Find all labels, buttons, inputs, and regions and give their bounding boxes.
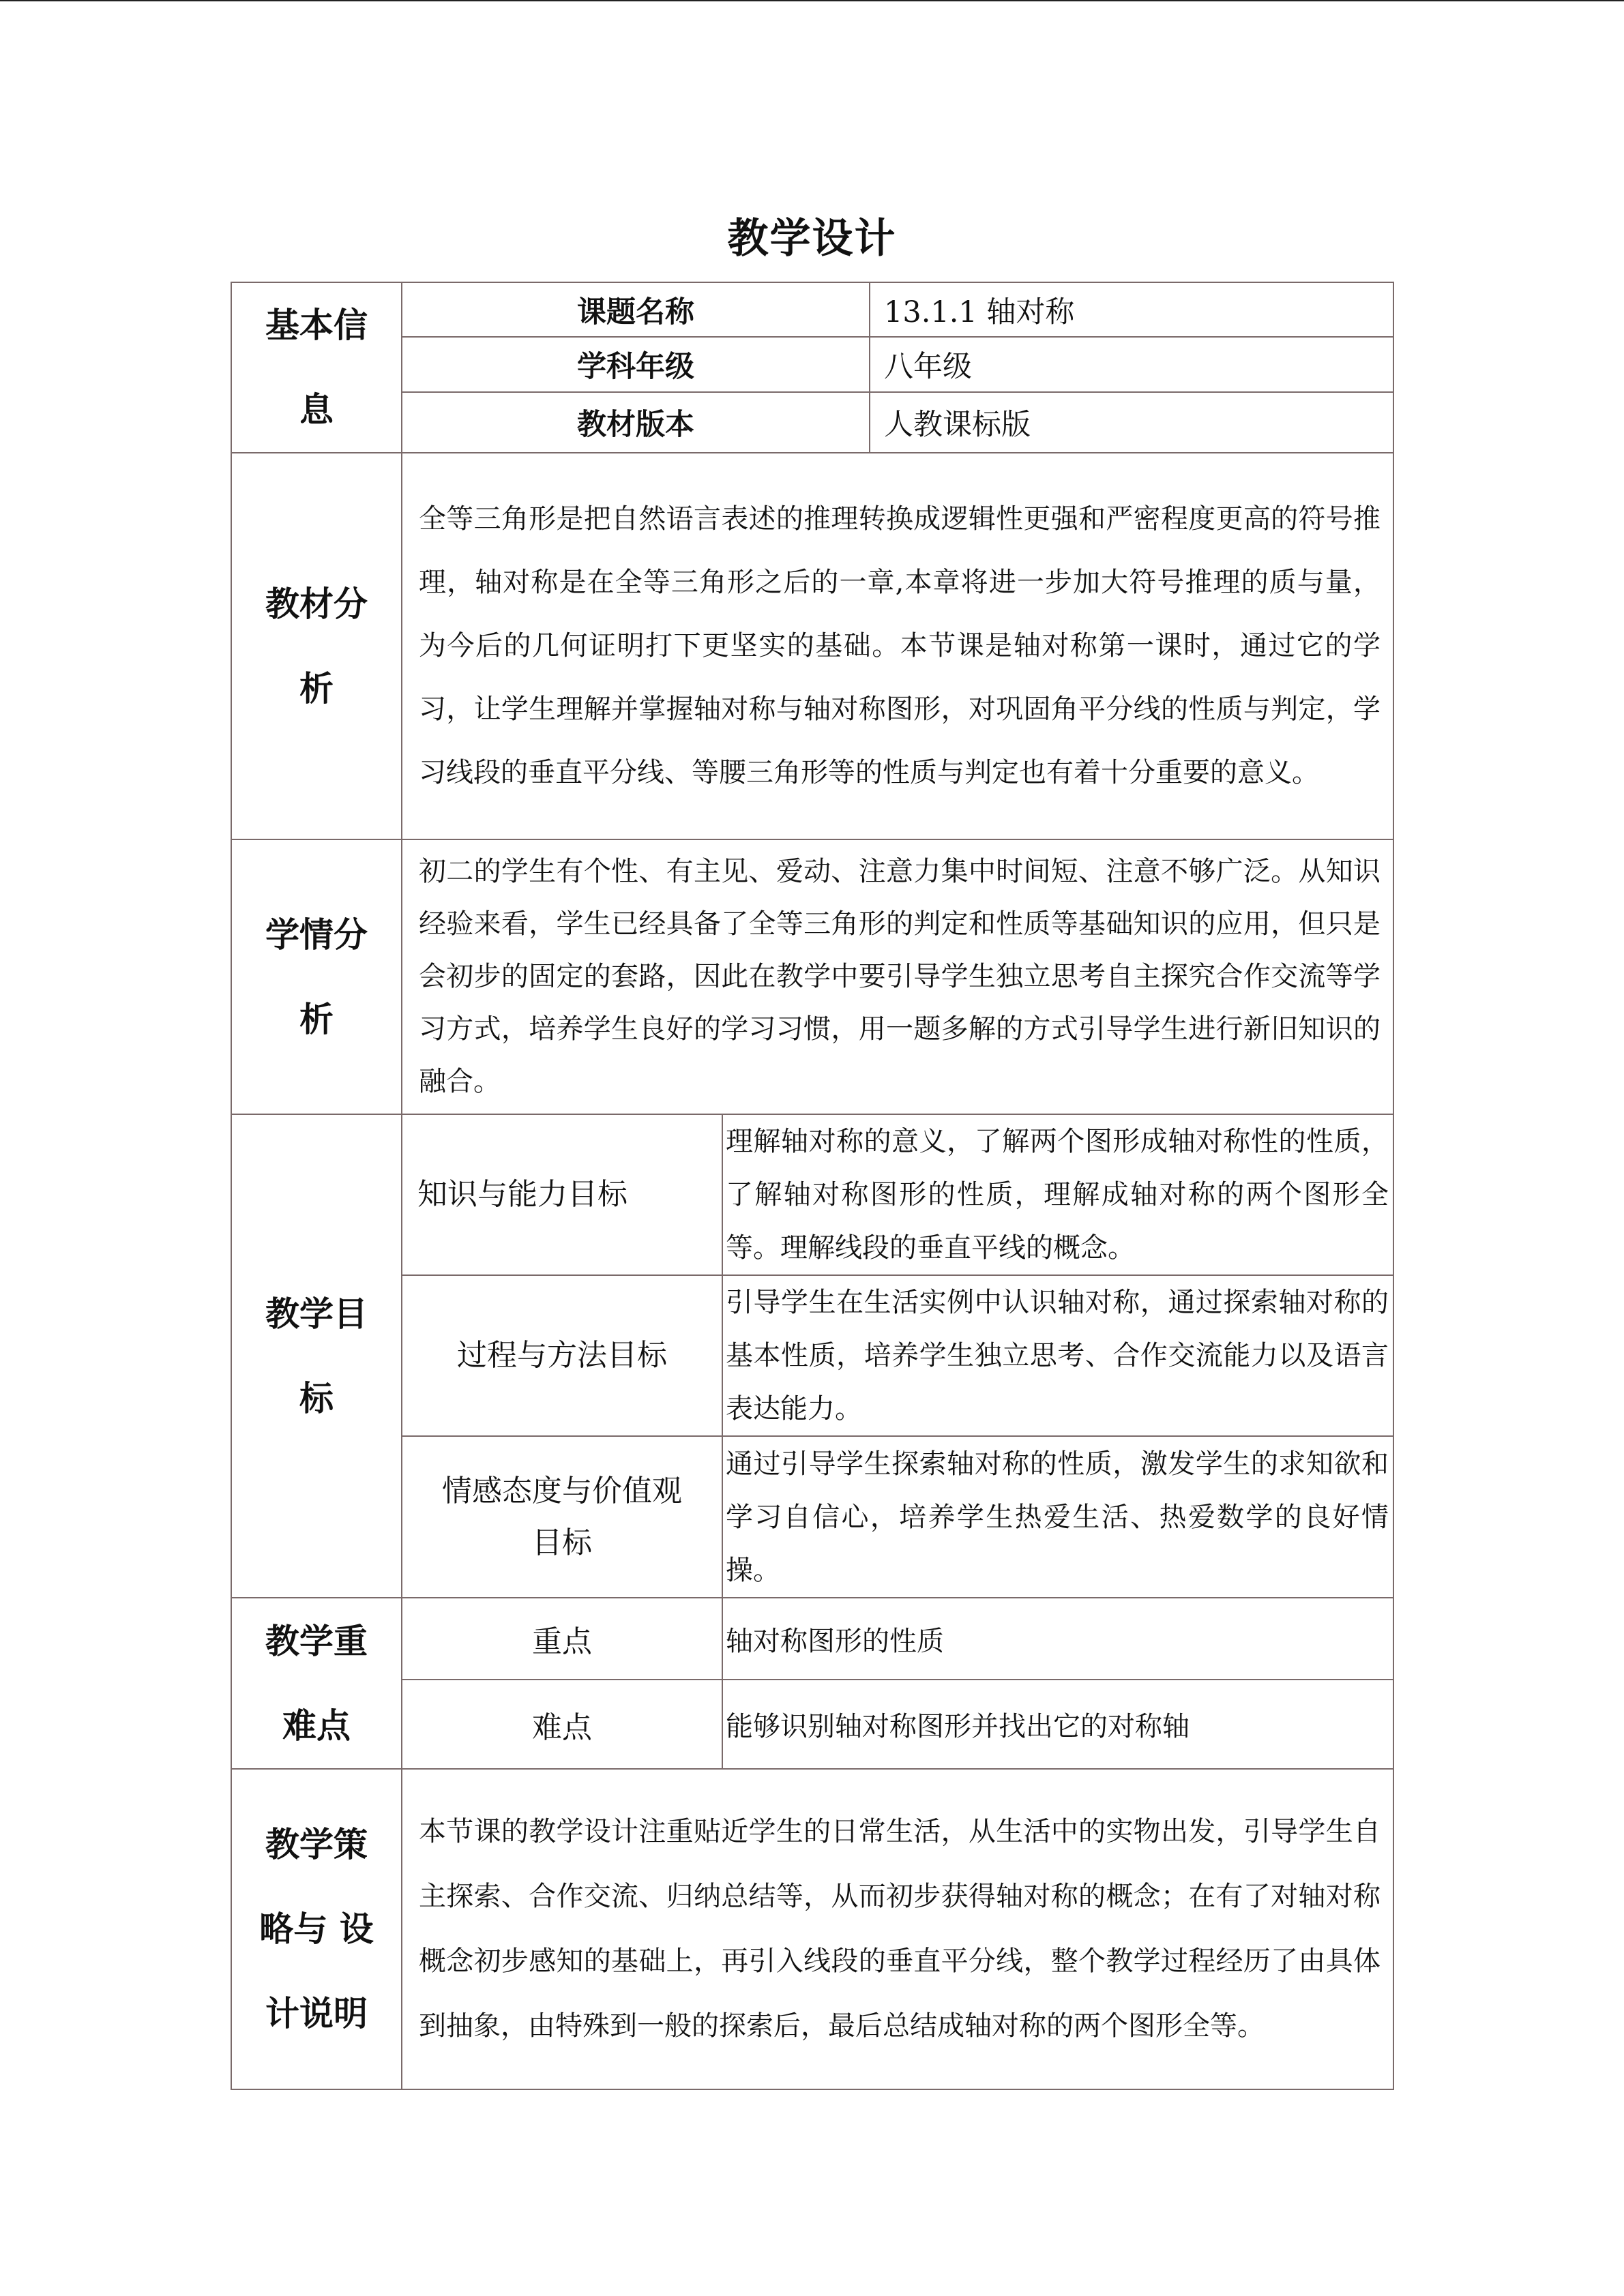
textbook-edition-value: 人教课标版	[870, 392, 1393, 453]
goal-attitude-text: 通过引导学生探索轴对称的性质，激发学生的求知欲和学习自信心，培养学生热爱生活、热爱数学的良好情操。	[722, 1436, 1393, 1598]
key-point-label: 重点	[402, 1598, 722, 1680]
material-analysis-heading: 教材分析	[231, 453, 402, 839]
basic-info-row-edition	[231, 392, 1393, 453]
student-analysis-heading: 学情分析	[231, 839, 402, 1114]
goal-process-text: 引导学生在生活实例中认识轴对称，通过探索轴对称的基本性质，培养学生独立思考、合作交流能力以及语言表达能力。	[722, 1275, 1393, 1436]
difficult-point-row	[231, 1680, 1393, 1769]
goal-knowledge-label: 知识与能力目标	[402, 1114, 722, 1275]
goal-row-attitude	[231, 1436, 1393, 1598]
page-top-border	[0, 0, 1624, 1]
strategy-text: 本节课的教学设计注重贴近学生的日常生活，从生活中的实物出发，引导学生自主探索、合作交流、归纳总结等，从而初步获得轴对称的概念；在有了对轴对称概念初步感知的基础上，再引入线段的垂直平分线，整个教学过程经历了由具体到抽象，由特殊到一般的探索后，最后总结成轴对称的两个图形全等。	[402, 1769, 1393, 2089]
goal-process-label: 过程与方法目标	[402, 1275, 722, 1436]
goal-row-knowledge	[231, 1114, 1393, 1275]
goal-row-process	[231, 1275, 1393, 1436]
key-points-heading: 教学重难点	[231, 1598, 402, 1769]
document-title: 教学设计	[727, 215, 897, 263]
teaching-goals-heading: 教学目标	[231, 1114, 402, 1598]
basic-info-row-topic	[231, 282, 1393, 337]
difficult-point-label: 难点	[402, 1680, 722, 1769]
basic-info-heading: 基本信息	[231, 282, 402, 453]
topic-name-label: 课题名称	[402, 282, 870, 337]
subject-grade-label: 学科年级	[402, 337, 870, 392]
basic-info-row-grade	[231, 337, 1393, 392]
subject-grade-value: 八年级	[870, 337, 1393, 392]
student-analysis-row	[231, 839, 1393, 1114]
key-point-text: 轴对称图形的性质	[722, 1598, 1393, 1680]
topic-name-value: 13.1.1 轴对称	[870, 282, 1393, 337]
difficult-point-text: 能够识别轴对称图形并找出它的对称轴	[722, 1680, 1393, 1769]
goal-attitude-label: 情感态度与价值观目标	[402, 1436, 722, 1598]
material-analysis-row	[231, 453, 1393, 839]
goal-knowledge-text: 理解轴对称的意义，了解两个图形成轴对称性的性质，了解轴对称图形的性质，理解成轴对称的两个图形全等。理解线段的垂直平线的概念。	[722, 1114, 1393, 1275]
material-analysis-text: 全等三角形是把自然语言表述的推理转换成逻辑性更强和严密程度更高的符号推理，轴对称是在全等三角形之后的一章,本章将进一步加大符号推理的质与量，为今后的几何证明打下更坚实的基础。本节课是轴对称第一课时，通过它的学习，让学生理解并掌握轴对称与轴对称图形，对巩固角平分线的性质与判定，学习线段的垂直平分线、等腰三角形等的性质与判定也有着十分重要的意义。	[402, 453, 1393, 839]
key-point-row	[231, 1598, 1393, 1680]
strategy-row	[231, 1769, 1393, 2089]
textbook-edition-label: 教材版本	[402, 392, 870, 453]
student-analysis-text: 初二的学生有个性、有主见、爱动、注意力集中时间短、注意不够广泛。从知识经验来看，学生已经具备了全等三角形的判定和性质等基础知识的应用，但只是会初步的固定的套路，因此在教学中要引导学生独立思考自主探究合作交流等学习方式，培养学生良好的学习习惯，用一题多解的方式引导学生进行新旧知识的融合。	[402, 839, 1393, 1114]
lesson-plan-table	[231, 282, 1394, 2090]
strategy-heading: 教学策略与 设计说明	[231, 1769, 402, 2089]
